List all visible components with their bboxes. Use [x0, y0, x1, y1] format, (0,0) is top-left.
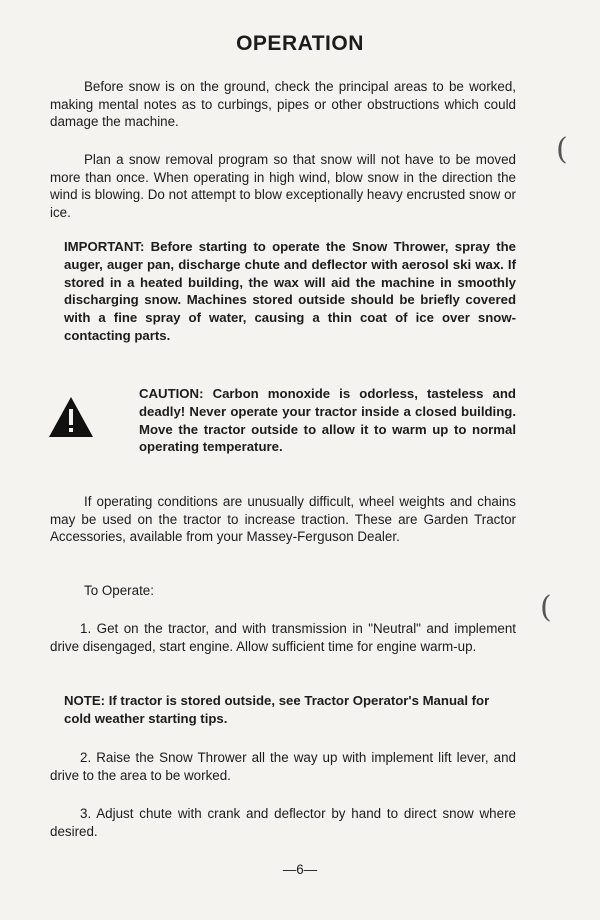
page-number: —6— [282, 862, 318, 877]
conditions-paragraph: If operating conditions are unusually difficult, wheel weights and chains may be used on the tractor to increase traction. These are Garden Tractor Accessories, available from your Massey-Ferguson Dealer. [50, 494, 516, 545]
plan-paragraph: Plan a snow removal program so that snow will not have to be moved more than once. When operating in high wind, blow snow in the direction the wind is blowing. Do not attempt to blow exceptionally heavy encrusted snow or ice. [50, 152, 516, 220]
caution-text: Carbon monoxide is odorless, tasteless and deadly! Never operate your tractor inside a closed building. Move the tractor outside to allow it to warm up to normal operating temperature. [139, 386, 516, 455]
step-2: 2. Raise the Snow Thrower all the way up with implement lift lever, and drive to the area to be worked. [50, 750, 516, 783]
note-paragraph [64, 692, 516, 728]
important-paragraph [64, 238, 516, 345]
important-text: Before starting to operate the Snow Thrower, spray the auger, auger pan, discharge chute and deflector with aerosol ski wax. If stored in a heated building, the wax will aid the machine in smoothly discharging snow. Machines stored outside should be briefly covered with a fine spray of water, causing a thin coat of ice over snow-contacting parts. [64, 239, 516, 343]
important-label: IMPORTANT: [64, 239, 145, 254]
binding-hole-mark: ( [556, 132, 568, 167]
step-3: 3. Adjust chute with crank and deflector by hand to direct snow where desired. [50, 806, 516, 839]
caution-paragraph [139, 385, 516, 456]
warning-triangle-icon [48, 396, 94, 438]
note-text: If tractor is stored outside, see Tractor Operator's Manual for cold weather starting tips. [64, 693, 490, 726]
note-label: NOTE: [64, 693, 106, 708]
page-title: OPERATION [236, 32, 364, 55]
caution-label: CAUTION: [139, 386, 204, 401]
step-1: 1. Get on the tractor, and with transmission in "Neutral" and implement drive disengaged, start engine. Allow sufficient time for engine warm-up. [50, 621, 516, 654]
intro-paragraph: Before snow is on the ground, check the principal areas to be worked, making mental notes as to curbings, pipes or other obstructions which could damage the machine. [50, 79, 516, 130]
binding-hole-mark: ( [540, 590, 552, 625]
to-operate-heading: To Operate: [84, 583, 154, 598]
